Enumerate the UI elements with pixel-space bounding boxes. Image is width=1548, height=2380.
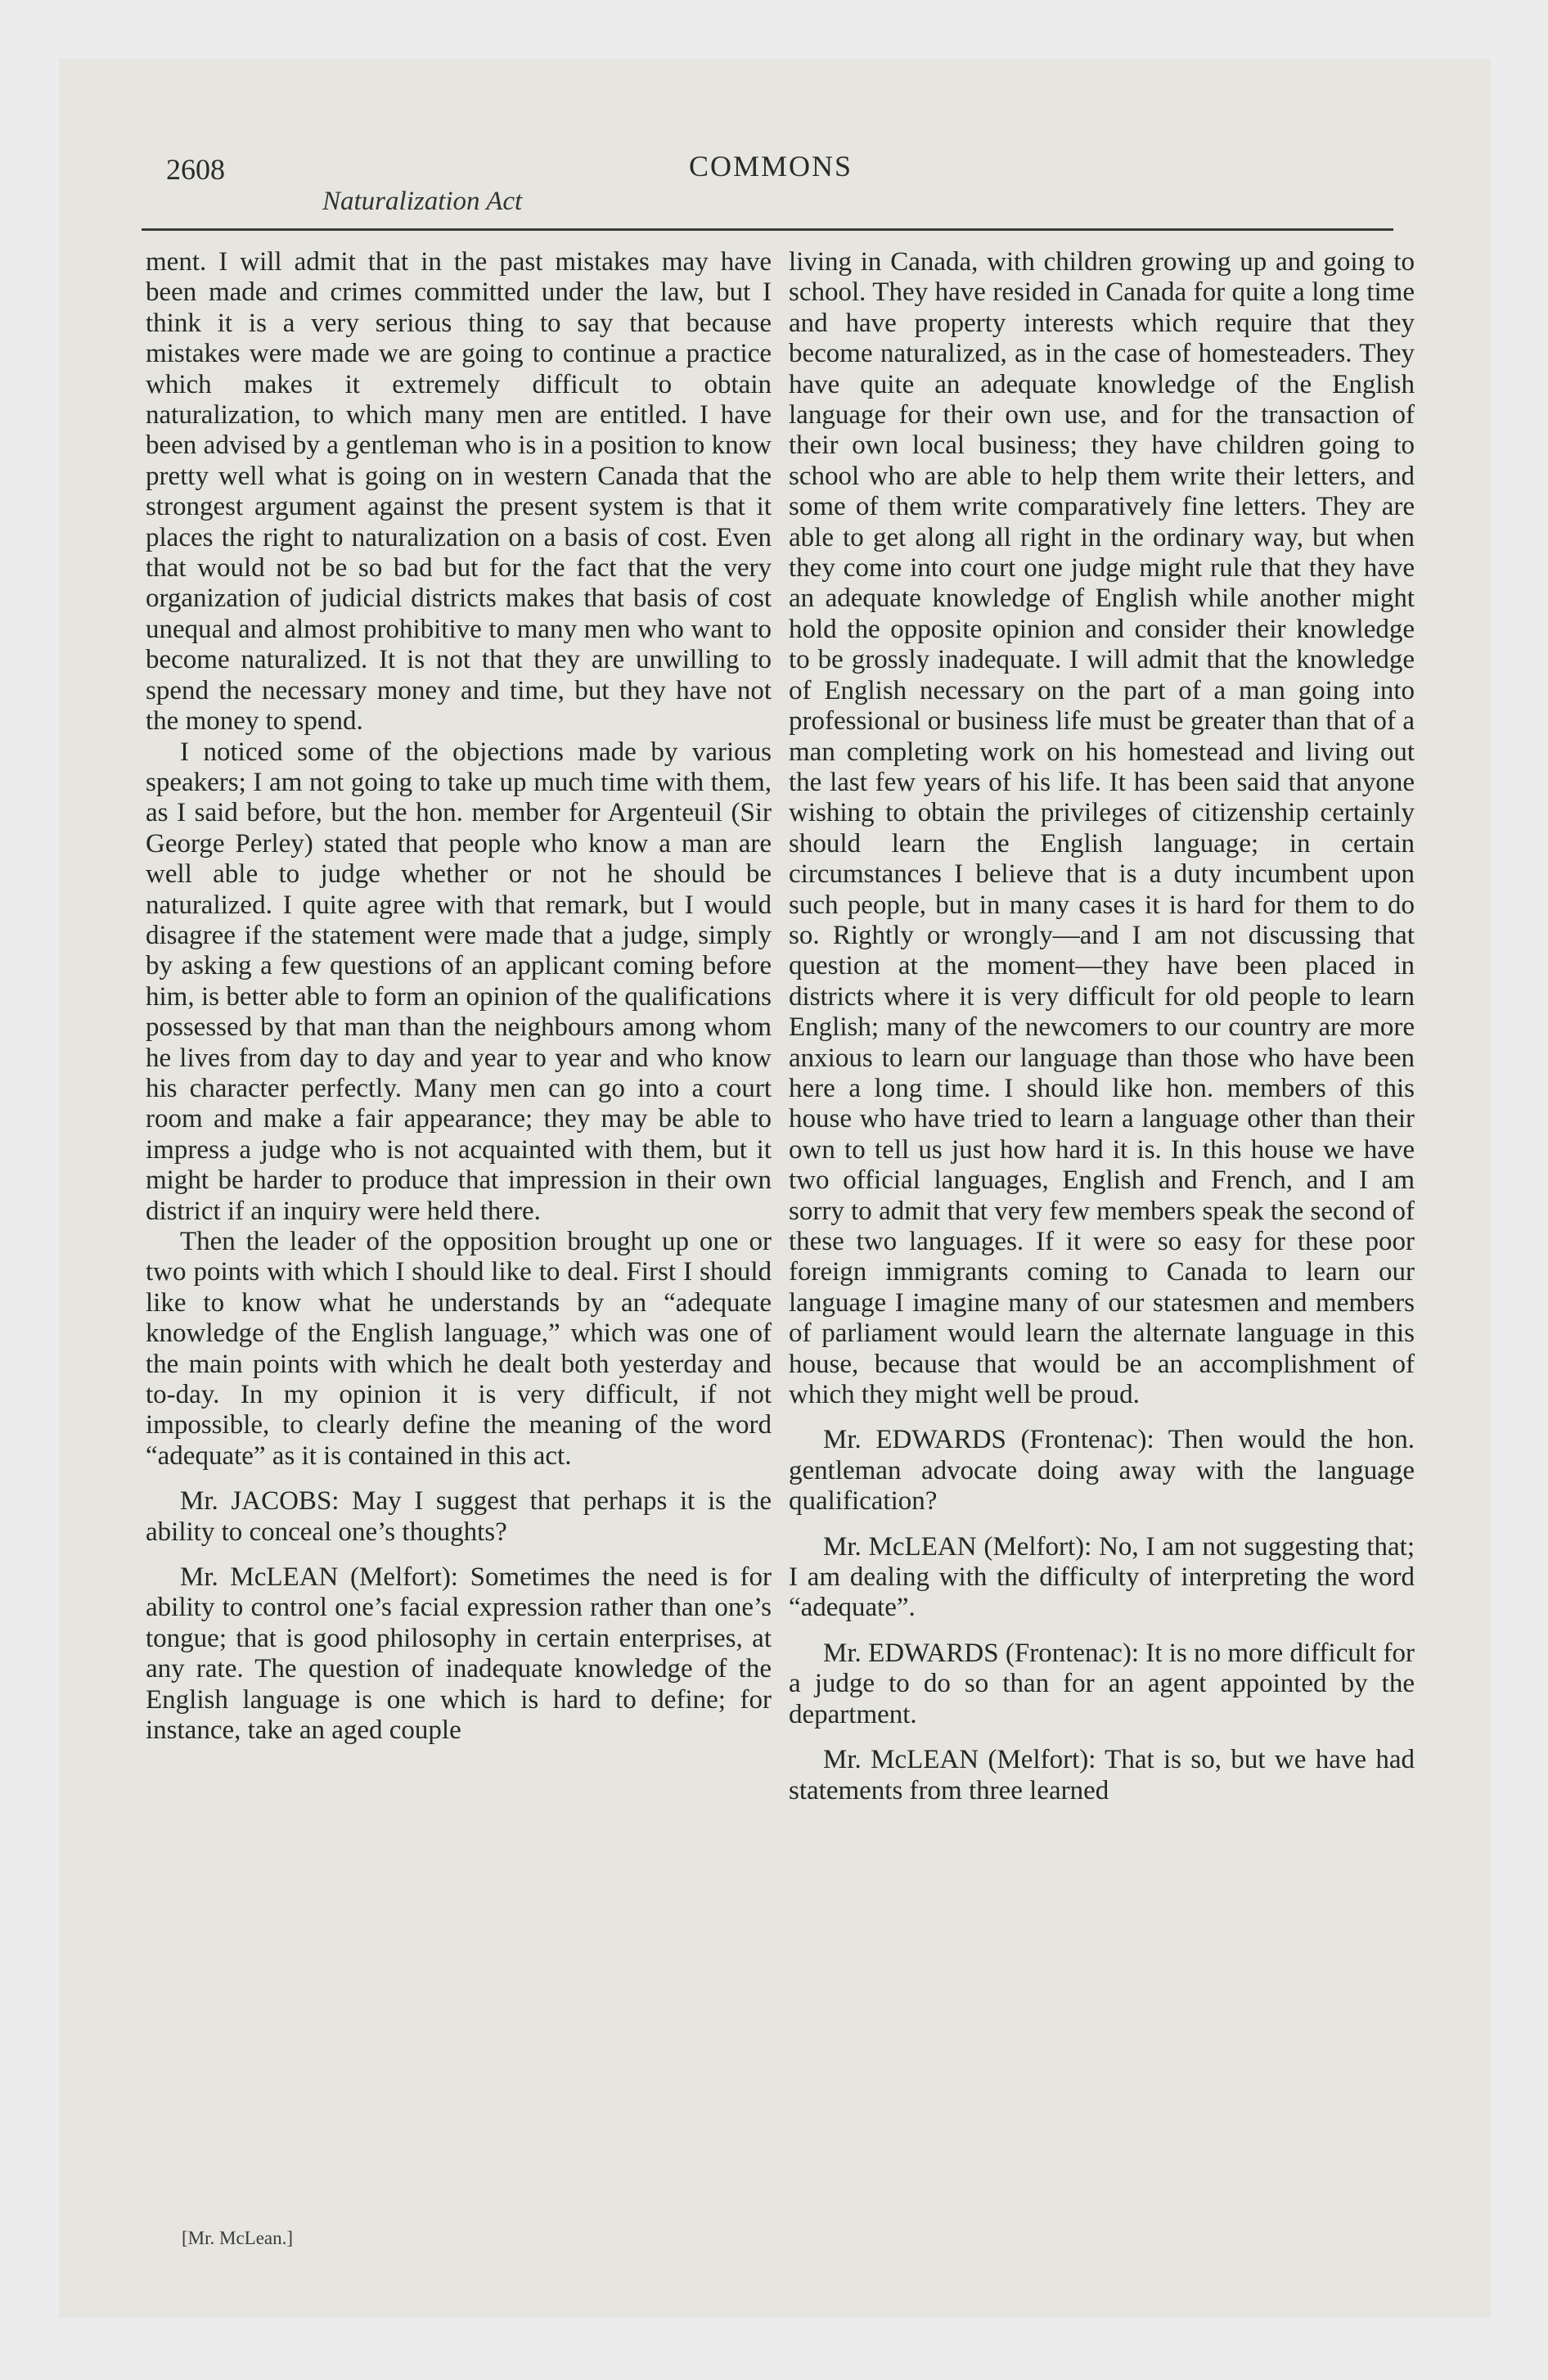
speech-edwards: Mr. EDWARDS (Frontenac): Then would the hon. gentleman advocate doing away with the language qualification?: [789, 1425, 1415, 1517]
speech-jacobs: Mr. JACOBS: May I suggest that perhaps it is the ability to conceal one’s thoughts?: [146, 1486, 772, 1547]
page-number: 2608: [166, 153, 225, 186]
speech-edwards: Mr. EDWARDS (Frontenac): It is no more difficult for a judge to do so than for an agent appointed by the department.: [789, 1638, 1415, 1729]
act-title: Naturalization Act: [322, 187, 523, 216]
paragraph: ment. I will admit that in the past mistakes may have been made and crimes committed under the law, but I think it is a very serious thing to say that because mistakes were made we are going to continue a practice which makes it extremely difficult to obtain naturalization, to which many men are entitled. I have been advised by a gentleman who is in a position to know pretty well what is going on in western Canada that the strongest argument against the present system is that it places the right to naturalization on a basis of cost. Even that would not be so bad but for the fact that the very organization of judicial districts makes that basis of cost unequal and almost prohibitive to many men who want to become naturalized. It is not that they are unwilling to spend the necessary money and time, but they have not the money to spend.: [146, 247, 772, 737]
paragraph: I noticed some of the objections made by various speakers; I am not going to take up much time with them, as I said before, but the hon. member for Argenteuil (Sir George Perley) stated that people who know a man are well able to judge whether or not he should be naturalized. I quite agree with that remark, but I would disagree if the statement were made that a judge, simply by asking a few questions of an applicant coming before him, is better able to form an opinion of the qualifications possessed by that man than the neighbours among whom he lives from day to day and year to year and who know his character perfectly. Many men can go into a court room and make a fair appearance; they may be able to impress a judge who is not acquainted with them, but it might be harder to produce that impression in their own district if an inquiry were held there.: [146, 737, 772, 1226]
speaker-footnote: [Mr. McLean.]: [182, 2228, 294, 2248]
paragraph: living in Canada, with children growing up and going to school. They have resided in Canada for quite a long time and have property interests which require that they become naturalized, as in the case of homesteaders. They have quite an adequate knowledge of the English language for their own use, and for the transaction of their own local business; they have children going to school who are able to help them write their letters, and some of them write comparatively fine letters. They are able to get along all right in the ordinary way, but when they come into court one judge might rule that they have an adequate knowledge of English while another might hold the opposite opinion and consider their knowledge to be grossly inadequate. I will admit that the knowledge of English necessary on the part of a man going into professional or business life must be greater than that of a man completing work on his homestead and living out the last few years of his life. It has been said that anyone wishing to obtain the privileges of citizenship certainly should learn the English language; in certain circumstances I believe that is a duty incumbent upon such people, but in many cases it is hard for them to do so. Rightly or wrongly—and I am not discussing that question at the moment—they have been placed in districts where it is very difficult for old people to learn English; many of the newcomers to our country are more anxious to learn our language than those who have been here a long time. I should like hon. members of this house who have tried to learn a language other than their own to tell us just how hard it is. In this house we have two official languages, English and French, and I am sorry to admit that very few members speak the second of these two languages. If it were so easy for these poor foreign immigrants coming to Canada to learn our language I imagine many of our statesmen and members of parliament would learn the alternate language in this house, because that would be an accomplishment of which they might well be proud.: [789, 247, 1415, 1410]
paragraph: Then the leader of the opposition brought up one or two points with which I should like to deal. First I should like to know what he understands by an “adequate knowledge of the English language,” which was one of the main points with which he dealt both yesterday and to-day. In my opinion it is very difficult, if not impossible, to clearly define the meaning of the word “adequate” as it is contained in this act.: [146, 1227, 772, 1471]
speech-mclean: Mr. McLEAN (Melfort): Sometimes the need is for ability to control one’s facial expression rather than one’s tongue; that is good philosophy in certain enterprises, at any rate. The question of inadequate knowledge of the English language is one which is hard to define; for instance, take an aged couple: [146, 1562, 772, 1746]
speech-mclean: Mr. McLEAN (Melfort): No, I am not suggesting that; I am dealing with the difficulty of interpreting the word “adequate”.: [789, 1531, 1415, 1623]
speech-mclean: Mr. McLEAN (Melfort): That is so, but we have had statements from three learned: [789, 1745, 1415, 1805]
left-column: [146, 247, 772, 1747]
header-rule: [142, 228, 1393, 231]
running-head: COMMONS: [689, 150, 853, 183]
right-column: [789, 247, 1415, 1806]
